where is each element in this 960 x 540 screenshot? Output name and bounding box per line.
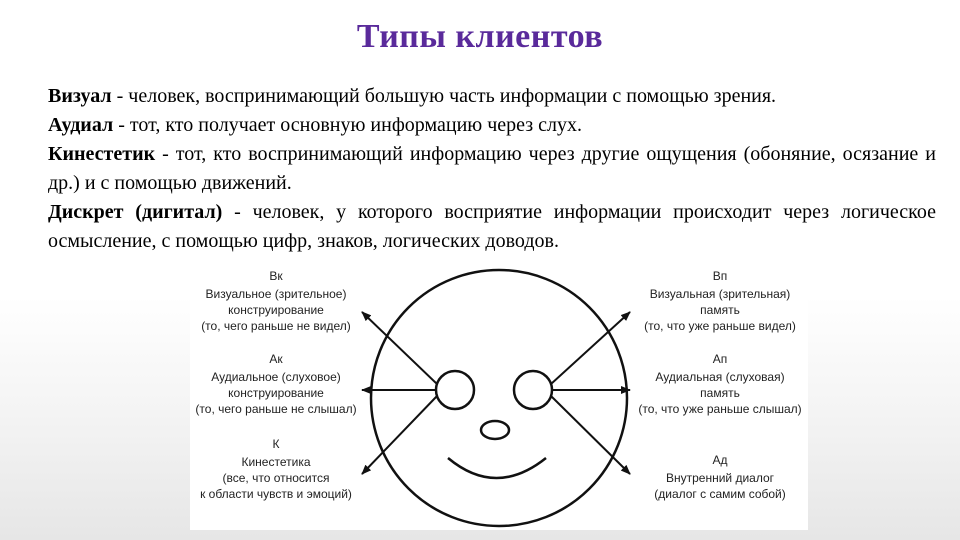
definition-term: Аудиал xyxy=(48,114,114,136)
definition-text: - тот, кто получает основную информацию через слух. xyxy=(113,114,583,136)
label-code: Ад xyxy=(712,453,728,467)
label-left-kinesthetic xyxy=(200,437,352,501)
mouth xyxy=(448,458,546,478)
label-code: Ак xyxy=(269,352,283,366)
definition-term: Кинестетик xyxy=(48,143,156,165)
label-line: Аудиальное (слуховое) xyxy=(211,370,341,384)
label-line: Внутренний диалог xyxy=(665,471,775,485)
label-line: (то, что уже раньше слышал) xyxy=(638,402,802,416)
definition-text: - человек, у которого восприятие информации происходит через логическое осмысление, с помощью цифр, знаков, логических доводов. xyxy=(48,201,936,252)
arrow-left-down xyxy=(362,396,437,474)
face-circle xyxy=(371,270,627,526)
arrow-right-down xyxy=(551,396,630,474)
label-line: (диалог с самим собой) xyxy=(654,487,786,501)
definition-term: Визуал xyxy=(48,85,112,107)
label-right-audial xyxy=(638,352,801,416)
label-right-digital xyxy=(654,453,786,501)
definition-term: Дискрет (дигитал) xyxy=(48,201,223,223)
label-line: конструирование xyxy=(228,303,324,317)
label-code: Вп xyxy=(712,269,728,283)
label-line: (все, что относится xyxy=(222,471,330,485)
label-code: Ап xyxy=(712,352,728,366)
label-left-audial xyxy=(195,352,356,416)
label-line: Аудиальная (слуховая) xyxy=(655,370,785,384)
right-eye xyxy=(514,371,552,409)
label-line: к области чувств и эмоций) xyxy=(200,487,352,501)
slide-title: Типы клиентов xyxy=(356,18,604,55)
label-line: Кинестетика xyxy=(241,455,311,469)
definition-text: - человек, воспринимающий большую часть информации с помощью зрения. xyxy=(111,85,777,107)
label-line: Визуальная (зрительная) xyxy=(649,287,791,301)
label-code: К xyxy=(272,437,280,451)
nose xyxy=(481,421,509,439)
label-line: (то, чего раньше не слышал) xyxy=(195,402,357,416)
definition-text: - тот, кто воспринимающий информацию через другие ощущения (обоняние, осязание и др.) и с помощью движений. xyxy=(48,143,936,194)
eye-movement-diagram xyxy=(190,266,808,530)
definitions-list xyxy=(48,82,936,256)
label-right-visual xyxy=(644,269,796,333)
definition-visual xyxy=(48,82,936,111)
label-line: память xyxy=(700,303,740,317)
definition-digital xyxy=(48,198,936,256)
label-line: память xyxy=(700,386,740,400)
label-line: (то, что уже раньше видел) xyxy=(644,319,796,333)
diagram-svg xyxy=(190,266,808,530)
definition-audial xyxy=(48,111,936,140)
definition-kinesthetic xyxy=(48,140,936,198)
label-left-visual xyxy=(201,269,351,333)
label-line: (то, чего раньше не видел) xyxy=(201,319,351,333)
label-line: Визуальное (зрительное) xyxy=(205,287,347,301)
left-eye xyxy=(436,371,474,409)
label-code: Вк xyxy=(269,269,283,283)
label-line: конструирование xyxy=(228,386,324,400)
